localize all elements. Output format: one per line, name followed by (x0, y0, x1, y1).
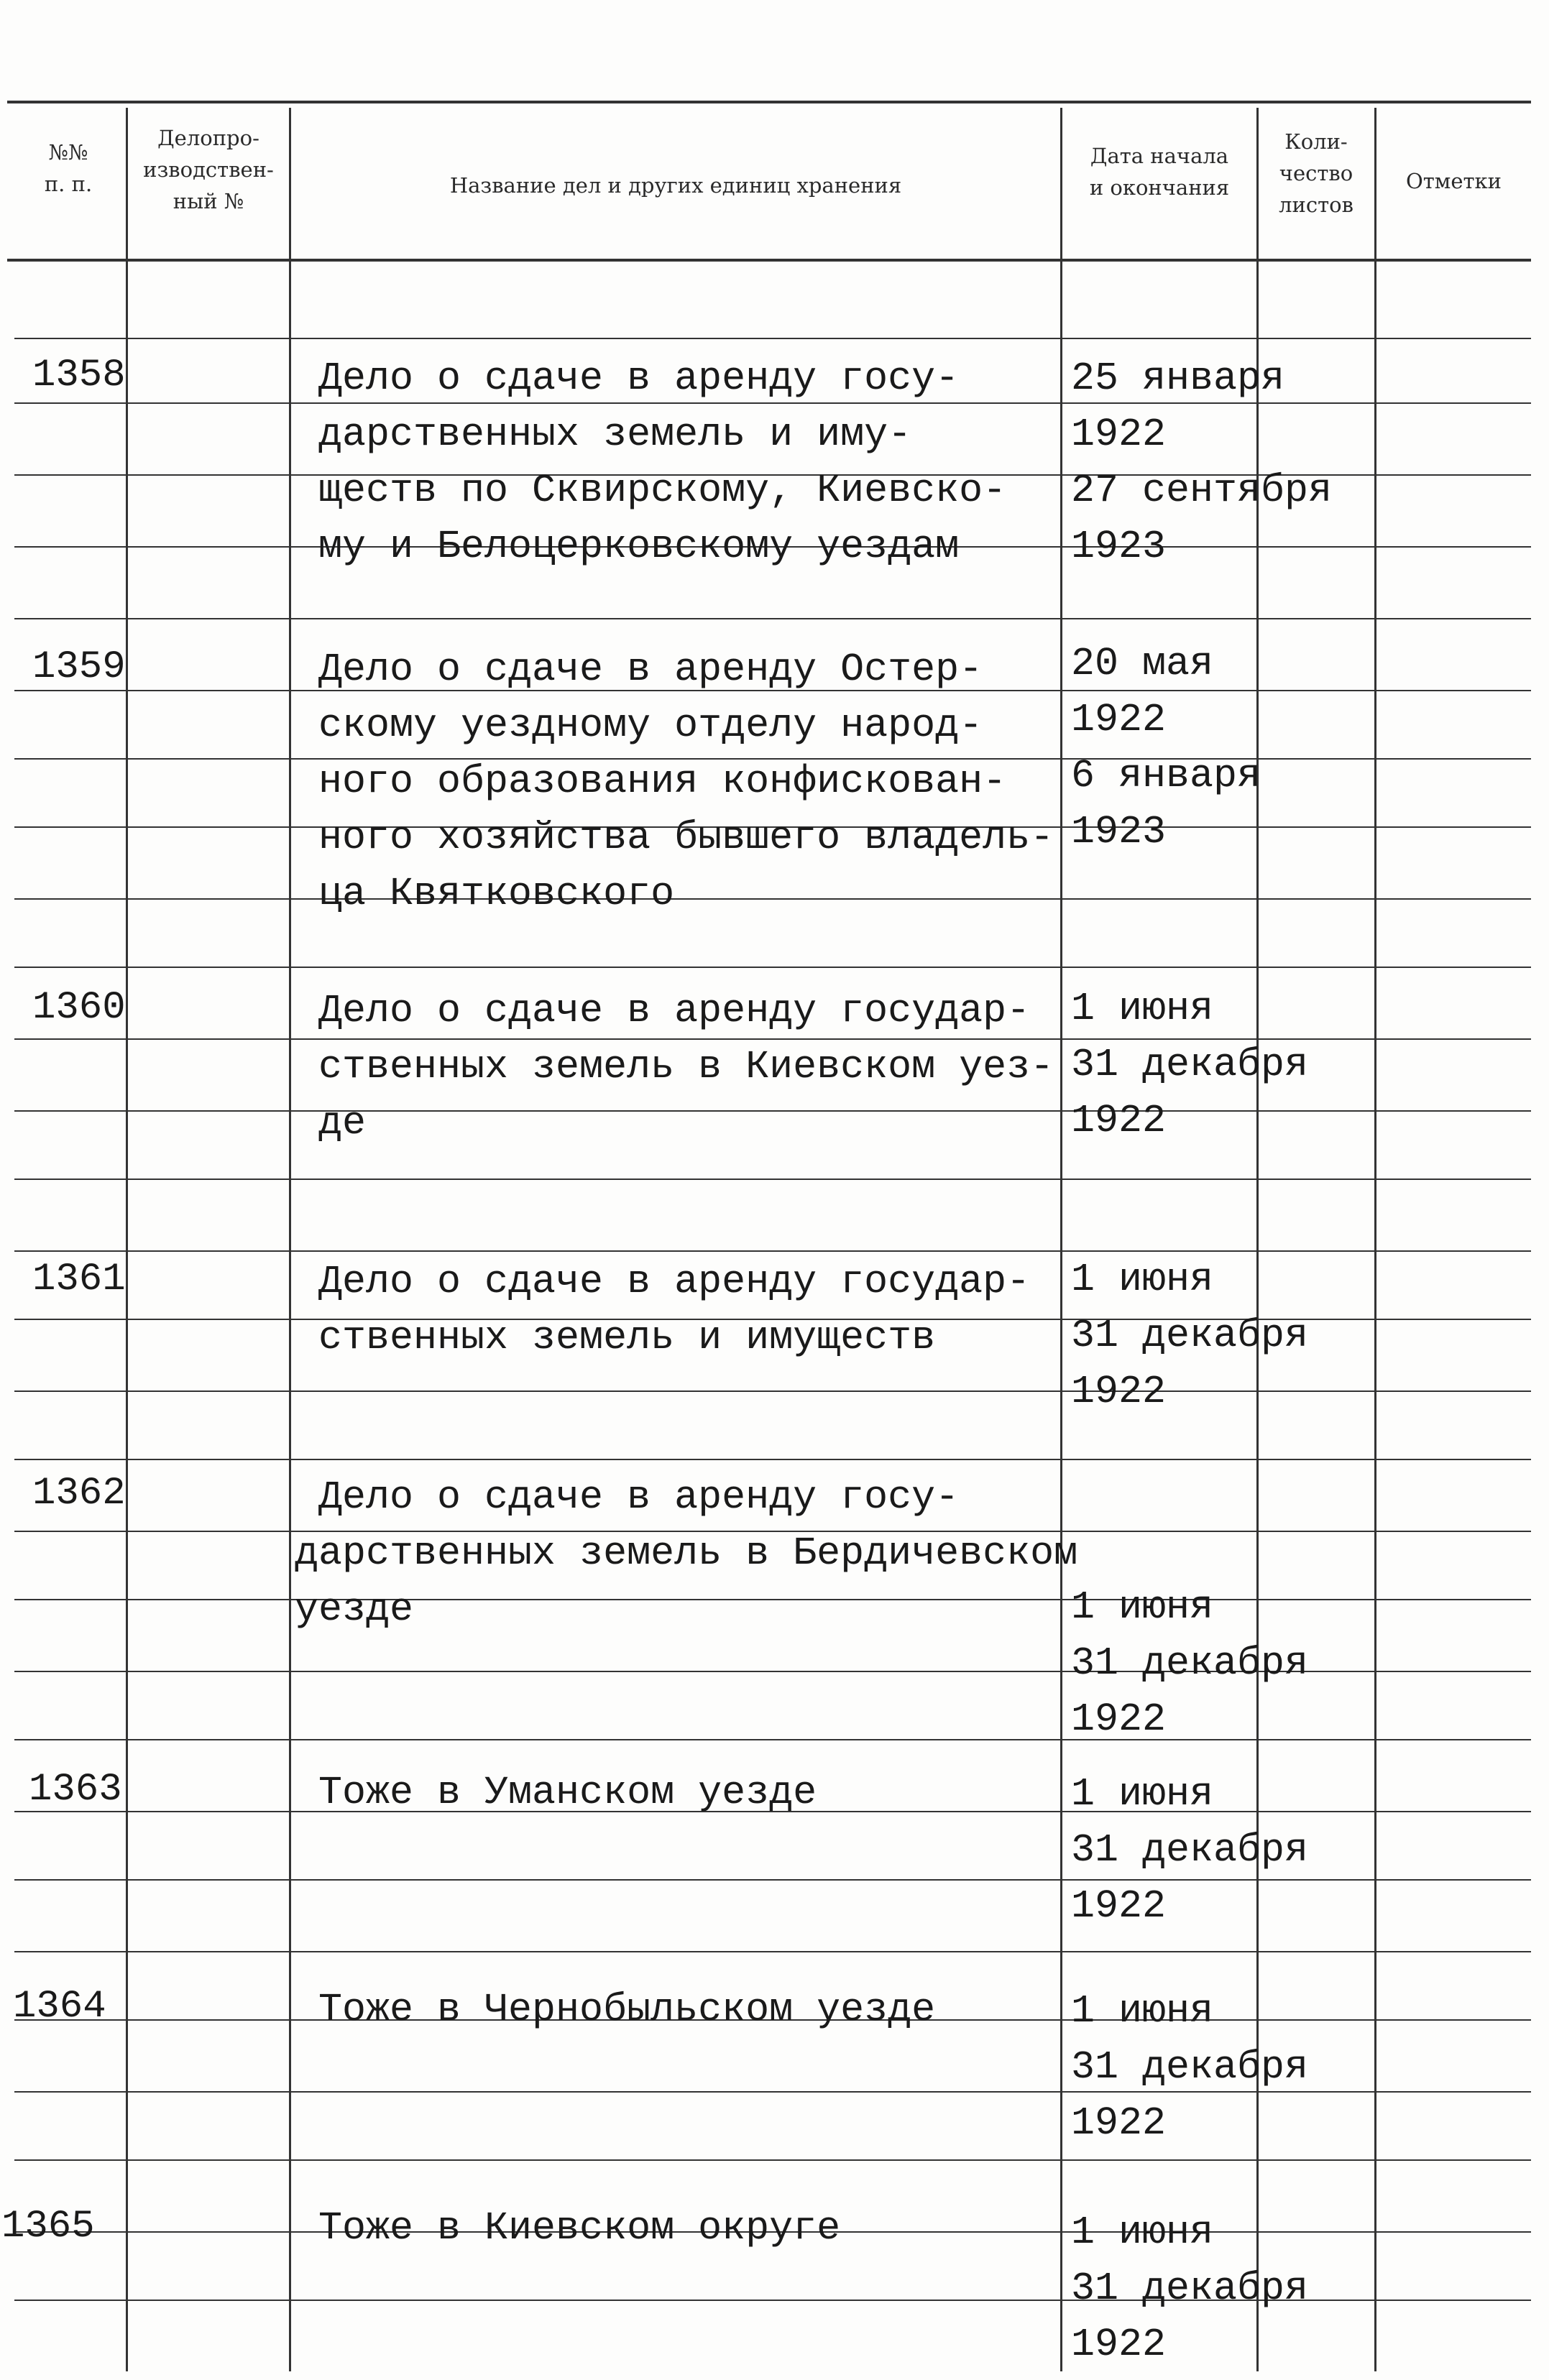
row-number: 1359 (32, 645, 126, 689)
row-title: Дело о сдаче в аренду Остер- скому уездному отделу народ- ного образования конфискован- ного хозяйства бывшего владель- ца Квятковского (318, 647, 1054, 916)
row-dates: 1 июня 31 декабря 1922 (1071, 1257, 1309, 1414)
row-dates: 20 мая 1922 6 января 1923 (1071, 641, 1261, 854)
header-dates: Дата начала и окончания (1089, 144, 1230, 200)
header-notes: Отметки (1405, 169, 1502, 193)
row-number: 1361 (32, 1258, 126, 1301)
column-rule-3 (1060, 108, 1062, 2371)
row-dates: 1 июня 31 декабря 1922 (1071, 1585, 1309, 1742)
header-top-rule (7, 101, 1531, 103)
row-title: Дело о сдаче в аренду государ- ственных земель в Киевском уез- де (318, 988, 1054, 1145)
row-number: 1363 (29, 1768, 122, 1812)
header-number: №№ п. п. (44, 140, 93, 196)
row-number: 1364 (13, 1985, 106, 2029)
column-rule-2 (289, 108, 291, 2371)
ruled-line (14, 1179, 1531, 1180)
header-title: Название дел и других единиц хранения (449, 173, 902, 198)
row-number: 1360 (32, 986, 126, 1030)
row-title: Дело о сдаче в аренду госу- дарственных земель и иму- ществ по Сквирскому, Киевско- му и Белоцерковскому уездам (318, 356, 1007, 569)
ruled-line (14, 967, 1531, 968)
ruled-line (14, 618, 1531, 619)
ruled-line (14, 2159, 1531, 2161)
header-bottom-rule (7, 259, 1531, 262)
ruled-line (14, 338, 1531, 339)
row-number: 1358 (32, 354, 126, 397)
row-dates: 1 июня 31 декабря 1922 (1071, 986, 1309, 1143)
row-title: Тоже в Киевском округе (318, 2205, 841, 2251)
column-rule-5 (1374, 108, 1376, 2371)
row-number: 1365 (1, 2205, 95, 2248)
row-dates: 1 июня 31 декабря 1922 (1071, 1988, 1309, 2146)
ruled-line (14, 1951, 1531, 1952)
row-number: 1362 (32, 1472, 126, 1516)
row-title: Дело о сдаче в аренду государ- ственных земель и имуществ (318, 1259, 1031, 1360)
header-sheets: Коли- чество листов (1279, 129, 1353, 217)
row-title: Дело о сдаче в аренду госу- дарственных земель в Бердичевском уезде (295, 1475, 1078, 1632)
row-dates: 1 июня 31 декабря 1922 (1071, 1771, 1309, 1929)
row-title: Тоже в Чернобыльском уезде (318, 1987, 936, 2032)
ruled-line (14, 1459, 1531, 1460)
row-dates: 25 января 1922 27 сентября 1923 (1071, 356, 1333, 569)
row-title: Тоже в Уманском уезде (318, 1770, 817, 1815)
header-office-number: Делопро- изводствен- ный № (143, 126, 274, 213)
row-dates: 1 июня 31 декабря 1922 (1071, 2210, 1309, 2367)
column-rule-1 (126, 108, 128, 2371)
